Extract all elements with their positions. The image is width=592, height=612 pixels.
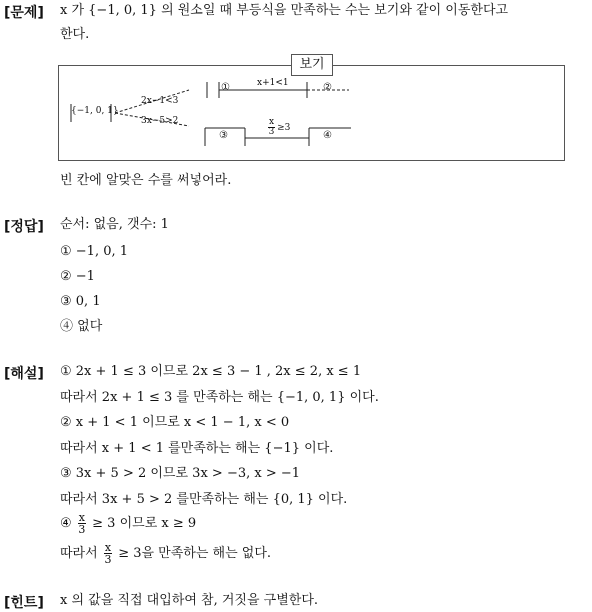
- hint-tag: [힌트]: [4, 595, 44, 611]
- explanation-line8-post: ≥ 3을 만족하는 해는 없다.: [118, 546, 272, 561]
- explanation-line1: ① 2x + 1 ≤ 3 이므로 2x ≤ 3 − 1 , 2x ≤ 2, x ≤ 1: [60, 364, 362, 379]
- explanation-line8-den: 3: [104, 553, 112, 566]
- problem-tag: [문제]: [4, 5, 44, 21]
- explanation-tag: [해설]: [4, 366, 44, 382]
- diagram-middle-num: x: [269, 117, 275, 127]
- answer-line0: 순서: 없음, 갯수: 1: [60, 217, 169, 232]
- answer-line2: ② −1: [60, 269, 95, 284]
- answer-tag: [정답]: [4, 219, 44, 235]
- explanation-line7-pre: ④: [60, 516, 72, 531]
- explanation-line5: ③ 3x + 5 > 2 이므로 3x > −3, x > −1: [60, 466, 301, 481]
- answer-line1: ① −1, 0, 1: [60, 244, 129, 259]
- diagram-start-set: {−1, 0, 1}: [71, 106, 119, 116]
- problem-text-line2: 한다.: [60, 27, 90, 42]
- explanation-line7-post: ≥ 3 이므로 x ≥ 9: [92, 516, 197, 531]
- diagram-lower-condition: 3x−5>2: [141, 116, 179, 126]
- explanation-line6: 따라서 3x + 5 > 2 를만족하는 해는 {0, 1} 이다.: [60, 492, 348, 507]
- explanation-line7-num: x: [78, 511, 86, 524]
- diagram-slot4: ④: [323, 130, 332, 141]
- explanation-line2: 따라서 2x + 1 ≤ 3 를 만족하는 해는 {−1, 0, 1} 이다.: [60, 390, 379, 405]
- explanation-line3: ② x + 1 < 1 이므로 x < 1 − 1, x < 0: [60, 415, 290, 430]
- explanation-line4: 따라서 x + 1 < 1 를만족하는 해는 {−1} 이다.: [60, 441, 334, 456]
- explanation-line8-pre: 따라서: [60, 546, 98, 561]
- example-diagram: [58, 65, 565, 161]
- bogi-label: 보기: [291, 54, 333, 76]
- diagram-top-condition: x+1<1: [257, 78, 289, 88]
- explanation-line7-den: 3: [78, 523, 86, 536]
- answer-line3: ③ 0, 1: [60, 294, 101, 309]
- diagram-slot1: ①: [221, 82, 230, 93]
- diagram-slot2: ②: [323, 82, 332, 93]
- problem-text-line1: x 가 {−1, 0, 1} 의 원소일 때 부등식을 만족하는 수는 보기와 같이 이동한다고: [60, 3, 509, 18]
- explanation-line7: [60, 512, 196, 535]
- diagram-middle-condition: [266, 118, 290, 137]
- diagram-slot3: ③: [219, 130, 228, 141]
- diagram-upper-condition: 2x−1<3: [141, 96, 179, 106]
- diagram-lines: [59, 66, 564, 160]
- hint-text: x 의 값을 직접 대입하여 참, 거짓을 구별한다.: [60, 593, 319, 608]
- diagram-middle-den: 3: [268, 127, 275, 137]
- answer-line4: ④ 없다: [60, 319, 103, 334]
- diagram-middle-rel: ≥3: [277, 123, 291, 133]
- explanation-line8-num: x: [104, 541, 112, 554]
- problem-instruction: 빈 칸에 알맞은 수를 써넣어라.: [60, 173, 232, 188]
- explanation-line8: [60, 542, 271, 565]
